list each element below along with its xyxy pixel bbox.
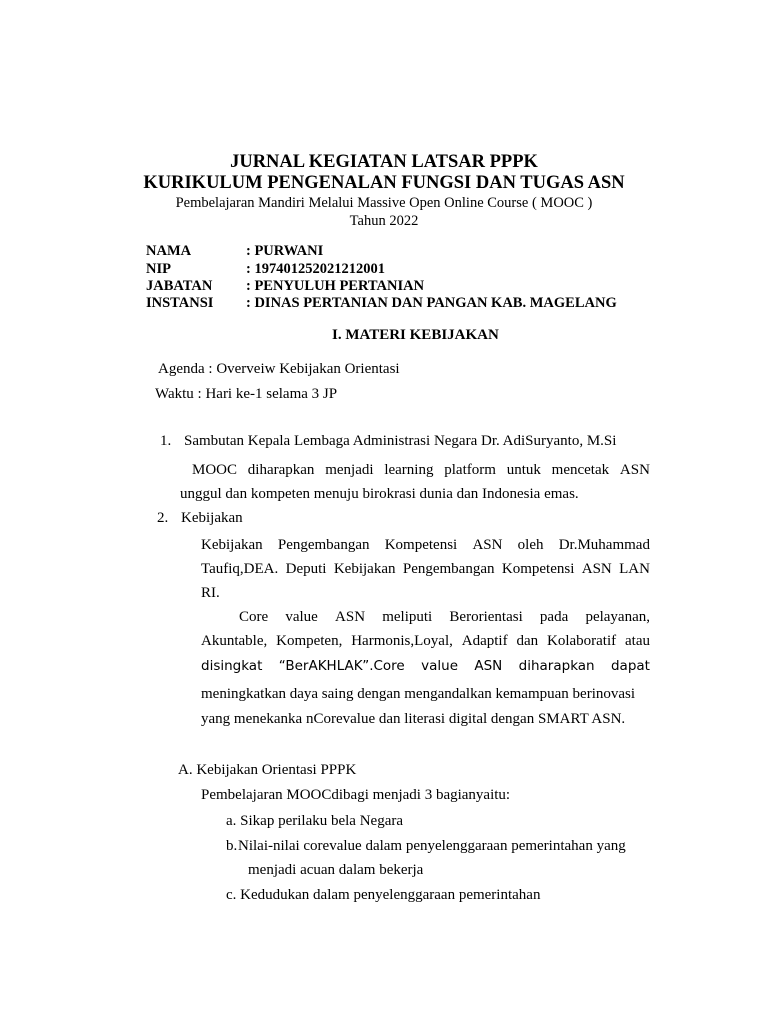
value-nip: : 197401252021212001 (246, 261, 385, 277)
item-1-line-2: unggul dan kompeten menuju birokrasi dunia dan Indonesia emas. (180, 486, 579, 502)
word: Berorientasi (449, 609, 523, 625)
word: MOOC (192, 462, 238, 478)
subtitle: Pembelajaran Mandiri Melalui Massive Open Online Course ( MOOC ) (175, 195, 593, 211)
word: Kompetensi (384, 537, 458, 553)
word: Core (239, 609, 269, 625)
word: ASN (619, 462, 650, 478)
word: Kebijakan (333, 561, 396, 577)
label-jabatan: JABATAN (146, 278, 213, 294)
word: Dr.Muhammad (558, 537, 650, 553)
list-item-a: a. Sikap perilaku bela Negara (226, 813, 404, 829)
item-2-p2-line-1 (239, 609, 650, 626)
subsection-a-heading: A. Kebijakan Orientasi PPPK (178, 762, 357, 778)
word: value (421, 658, 458, 674)
word: atau (625, 633, 650, 649)
word: Kompetensi (501, 561, 575, 577)
word: diharapkan (518, 658, 595, 674)
word: Kebijakan (201, 537, 263, 553)
word: Pengembangan (277, 537, 370, 553)
agenda-line: Agenda : Overveiw Kebijakan Orientasi (158, 361, 400, 377)
word: Pengembangan (402, 561, 495, 577)
value-jabatan: : PENYULUH PERTANIAN (246, 278, 425, 294)
word: ASN (581, 561, 612, 577)
word: Deputi (285, 561, 327, 577)
value-nama: : PURWANI (246, 243, 324, 259)
item-2-marker: 2. (157, 510, 169, 526)
item-2-title: Kebijakan (181, 510, 243, 526)
label-nama: NAMA (146, 243, 192, 259)
item-2-p2-line-3 (201, 658, 650, 674)
word: platform (444, 462, 496, 478)
word: LAN (619, 561, 650, 577)
word: pada (539, 609, 569, 625)
label-nip: NIP (146, 261, 171, 277)
word: disingkat (201, 658, 263, 674)
list-item-b-line-2: menjadi acuan dalam bekerja (248, 862, 424, 878)
word: learning (384, 462, 434, 478)
word: meliputi (382, 609, 433, 625)
item-1-title: Sambutan Kepala Lembaga Administrasi Negara Dr. AdiSuryanto, M.Si (184, 433, 617, 449)
label-instansi: INSTANSI (146, 295, 214, 311)
word: ASN (474, 658, 503, 674)
word: Akuntable, (201, 633, 268, 649)
item-2-p1-line-3: RI. (201, 585, 220, 601)
word: Kompeten, (276, 633, 343, 649)
waktu-line: Waktu : Hari ke-1 selama 3 JP (155, 386, 338, 402)
word: value (285, 609, 318, 625)
word: Taufiq,DEA. (201, 561, 279, 577)
word: ASN (472, 537, 503, 553)
list-item-c: c. Kedudukan dalam penyelenggaraan pemerintahan (226, 887, 541, 903)
word: Harmonis,Loyal, (351, 633, 453, 649)
word: ASN (335, 609, 366, 625)
word: mencetak (551, 462, 610, 478)
curriculum-title: KURIKULUM PENGENALAN FUNGSI DAN TUGAS ASN (143, 173, 625, 193)
item-1-line-1 (192, 462, 650, 479)
word: Kolaboratif (547, 633, 617, 649)
word: pelayanan, (585, 609, 650, 625)
subsection-a-intro: Pembelajaran MOOCdibagi menjadi 3 bagianyaitu: (201, 787, 511, 803)
item-2-p1-line-2 (201, 561, 650, 578)
item-2-p2-line-2 (201, 633, 650, 650)
word: diharapkan (247, 462, 315, 478)
list-item-b-line-1: Nilai-nilai corevalue dalam penyelenggaraan pemerintahan yang (238, 838, 626, 854)
item-2-p2-line-5: yang menekanka nCorevalue dan literasi digital dengan SMART ASN. (201, 711, 626, 727)
word: dapat (610, 658, 650, 674)
item-1-marker: 1. (160, 433, 172, 449)
year: Tahun 2022 (349, 213, 419, 229)
word: untuk (506, 462, 541, 478)
word: “BerAKHLAK”.Core (278, 658, 405, 674)
word: Adaptif (461, 633, 508, 649)
value-instansi: : DINAS PERTANIAN DAN PANGAN KAB. MAGELANG (246, 295, 617, 311)
list-item-b-marker: b. (226, 838, 238, 854)
item-2-p2-line-4: meningkatkan daya saing dengan mengandalkan kemampuan berinovasi (201, 686, 636, 702)
journal-title: JURNAL KEGIATAN LATSAR PPPK (230, 152, 538, 172)
item-2-p1-line-1 (201, 537, 650, 554)
section-heading: I. MATERI KEBIJAKAN (332, 327, 499, 343)
word: dan (516, 633, 539, 649)
word: menjadi (325, 462, 374, 478)
word: oleh (517, 537, 544, 553)
